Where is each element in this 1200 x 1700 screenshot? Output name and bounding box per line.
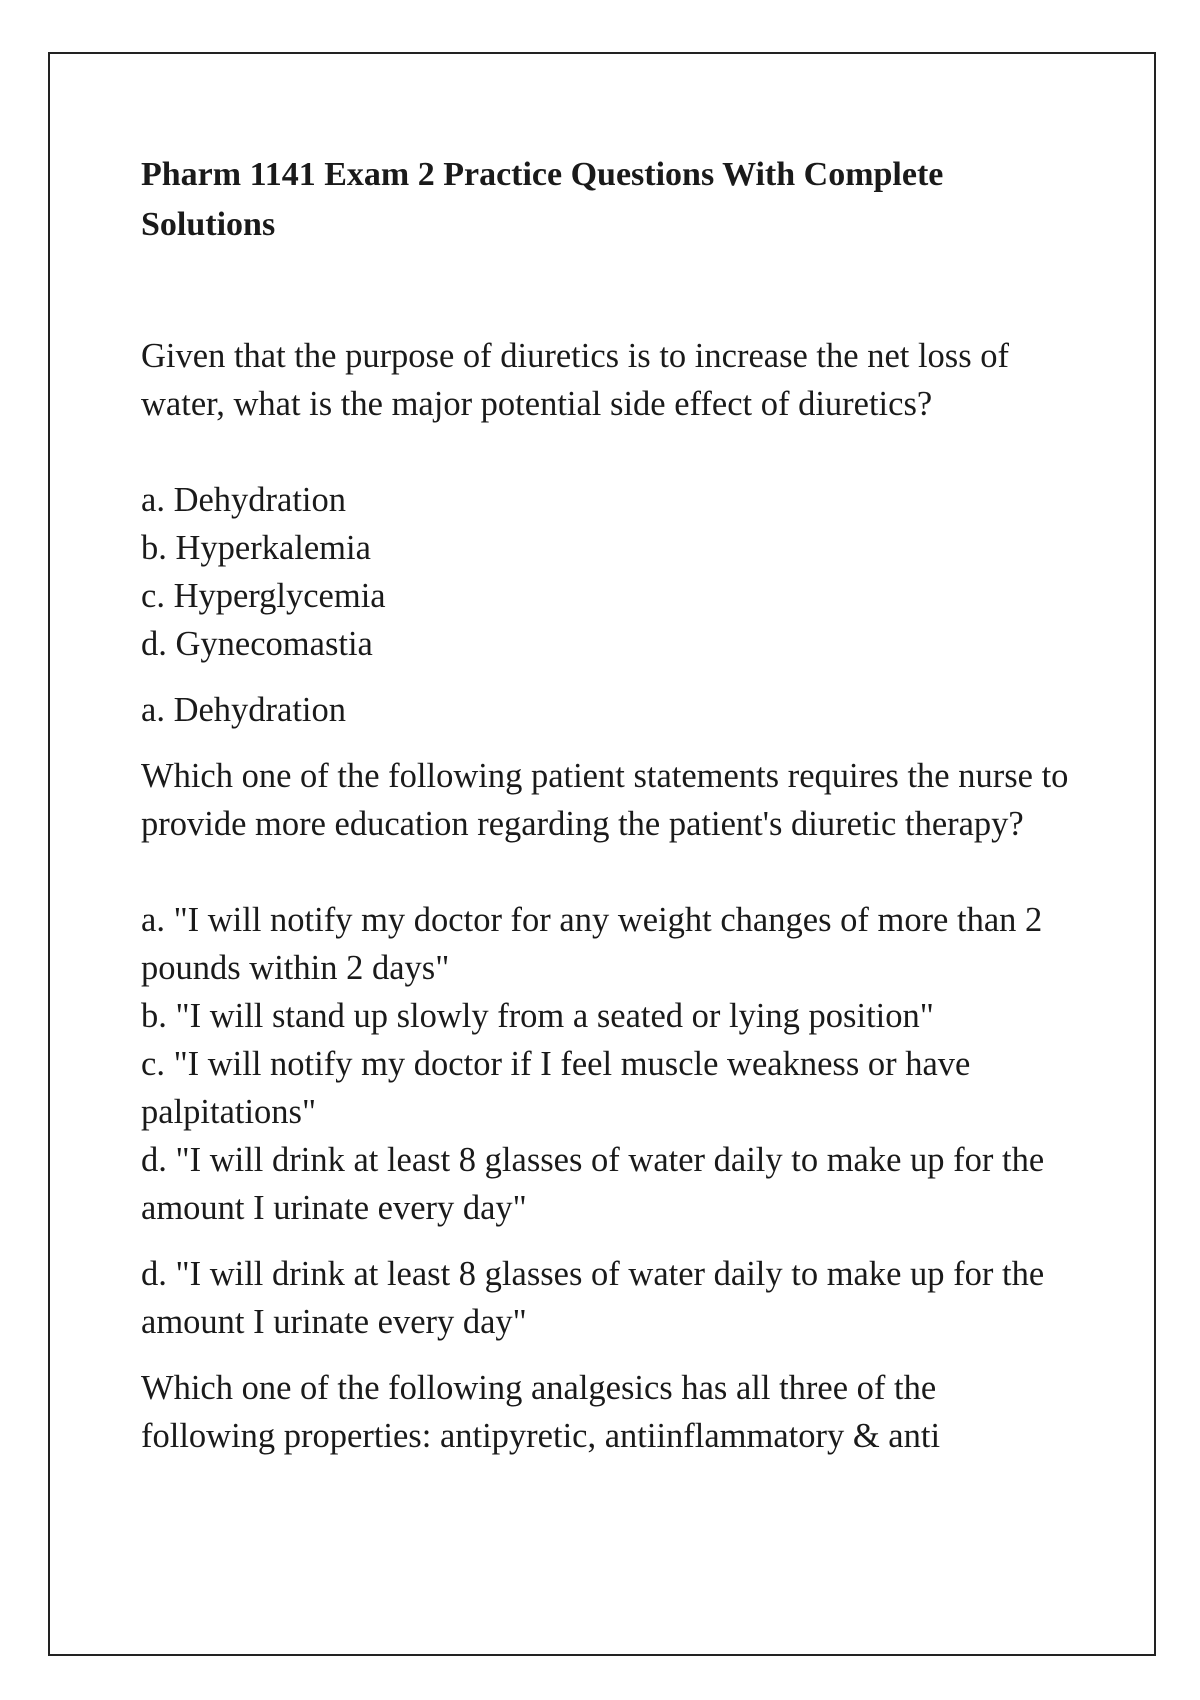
- question-3: [141, 1364, 1071, 1460]
- document-content: [141, 150, 1071, 1460]
- question-1-stem: Given that the purpose of diuretics is to increase the net loss of water, what is the major potential side effect of diuretics?: [141, 337, 1010, 423]
- question-2-option-c: c. "I will notify my doctor if I feel muscle weakness or have palpitations": [141, 1045, 971, 1131]
- question-1-option-d: d. Gynecomastia: [141, 625, 373, 663]
- question-2-option-d: d. "I will drink at least 8 glasses of water daily to make up for the amount I urinate every day": [141, 1141, 1045, 1227]
- question-2: [141, 752, 1071, 1346]
- question-2-option-b: b. "I will stand up slowly from a seated or lying position": [141, 997, 934, 1035]
- question-1-option-a: a. Dehydration: [141, 481, 347, 519]
- question-1-options: [141, 476, 1071, 668]
- question-2-options: [141, 896, 1071, 1232]
- question-3-stem: Which one of the following analgesics has all three of the following properties: antipyretic, antiinflammatory & anti: [141, 1369, 941, 1455]
- question-2-option-a: a. "I will notify my doctor for any weight changes of more than 2 pounds within 2 days": [141, 901, 1043, 987]
- question-2-answer: d. "I will drink at least 8 glasses of water daily to make up for the amount I urinate every day": [141, 1255, 1045, 1341]
- question-2-stem: Which one of the following patient statements requires the nurse to provide more education regarding the patient's diuretic therapy?: [141, 757, 1069, 843]
- question-1-option-b: b. Hyperkalemia: [141, 529, 371, 567]
- question-1: [141, 332, 1071, 734]
- question-1-answer: a. Dehydration: [141, 691, 347, 729]
- question-1-option-c: c. Hyperglycemia: [141, 577, 386, 615]
- document-title: Pharm 1141 Exam 2 Practice Questions With Complete Solutions: [141, 156, 944, 243]
